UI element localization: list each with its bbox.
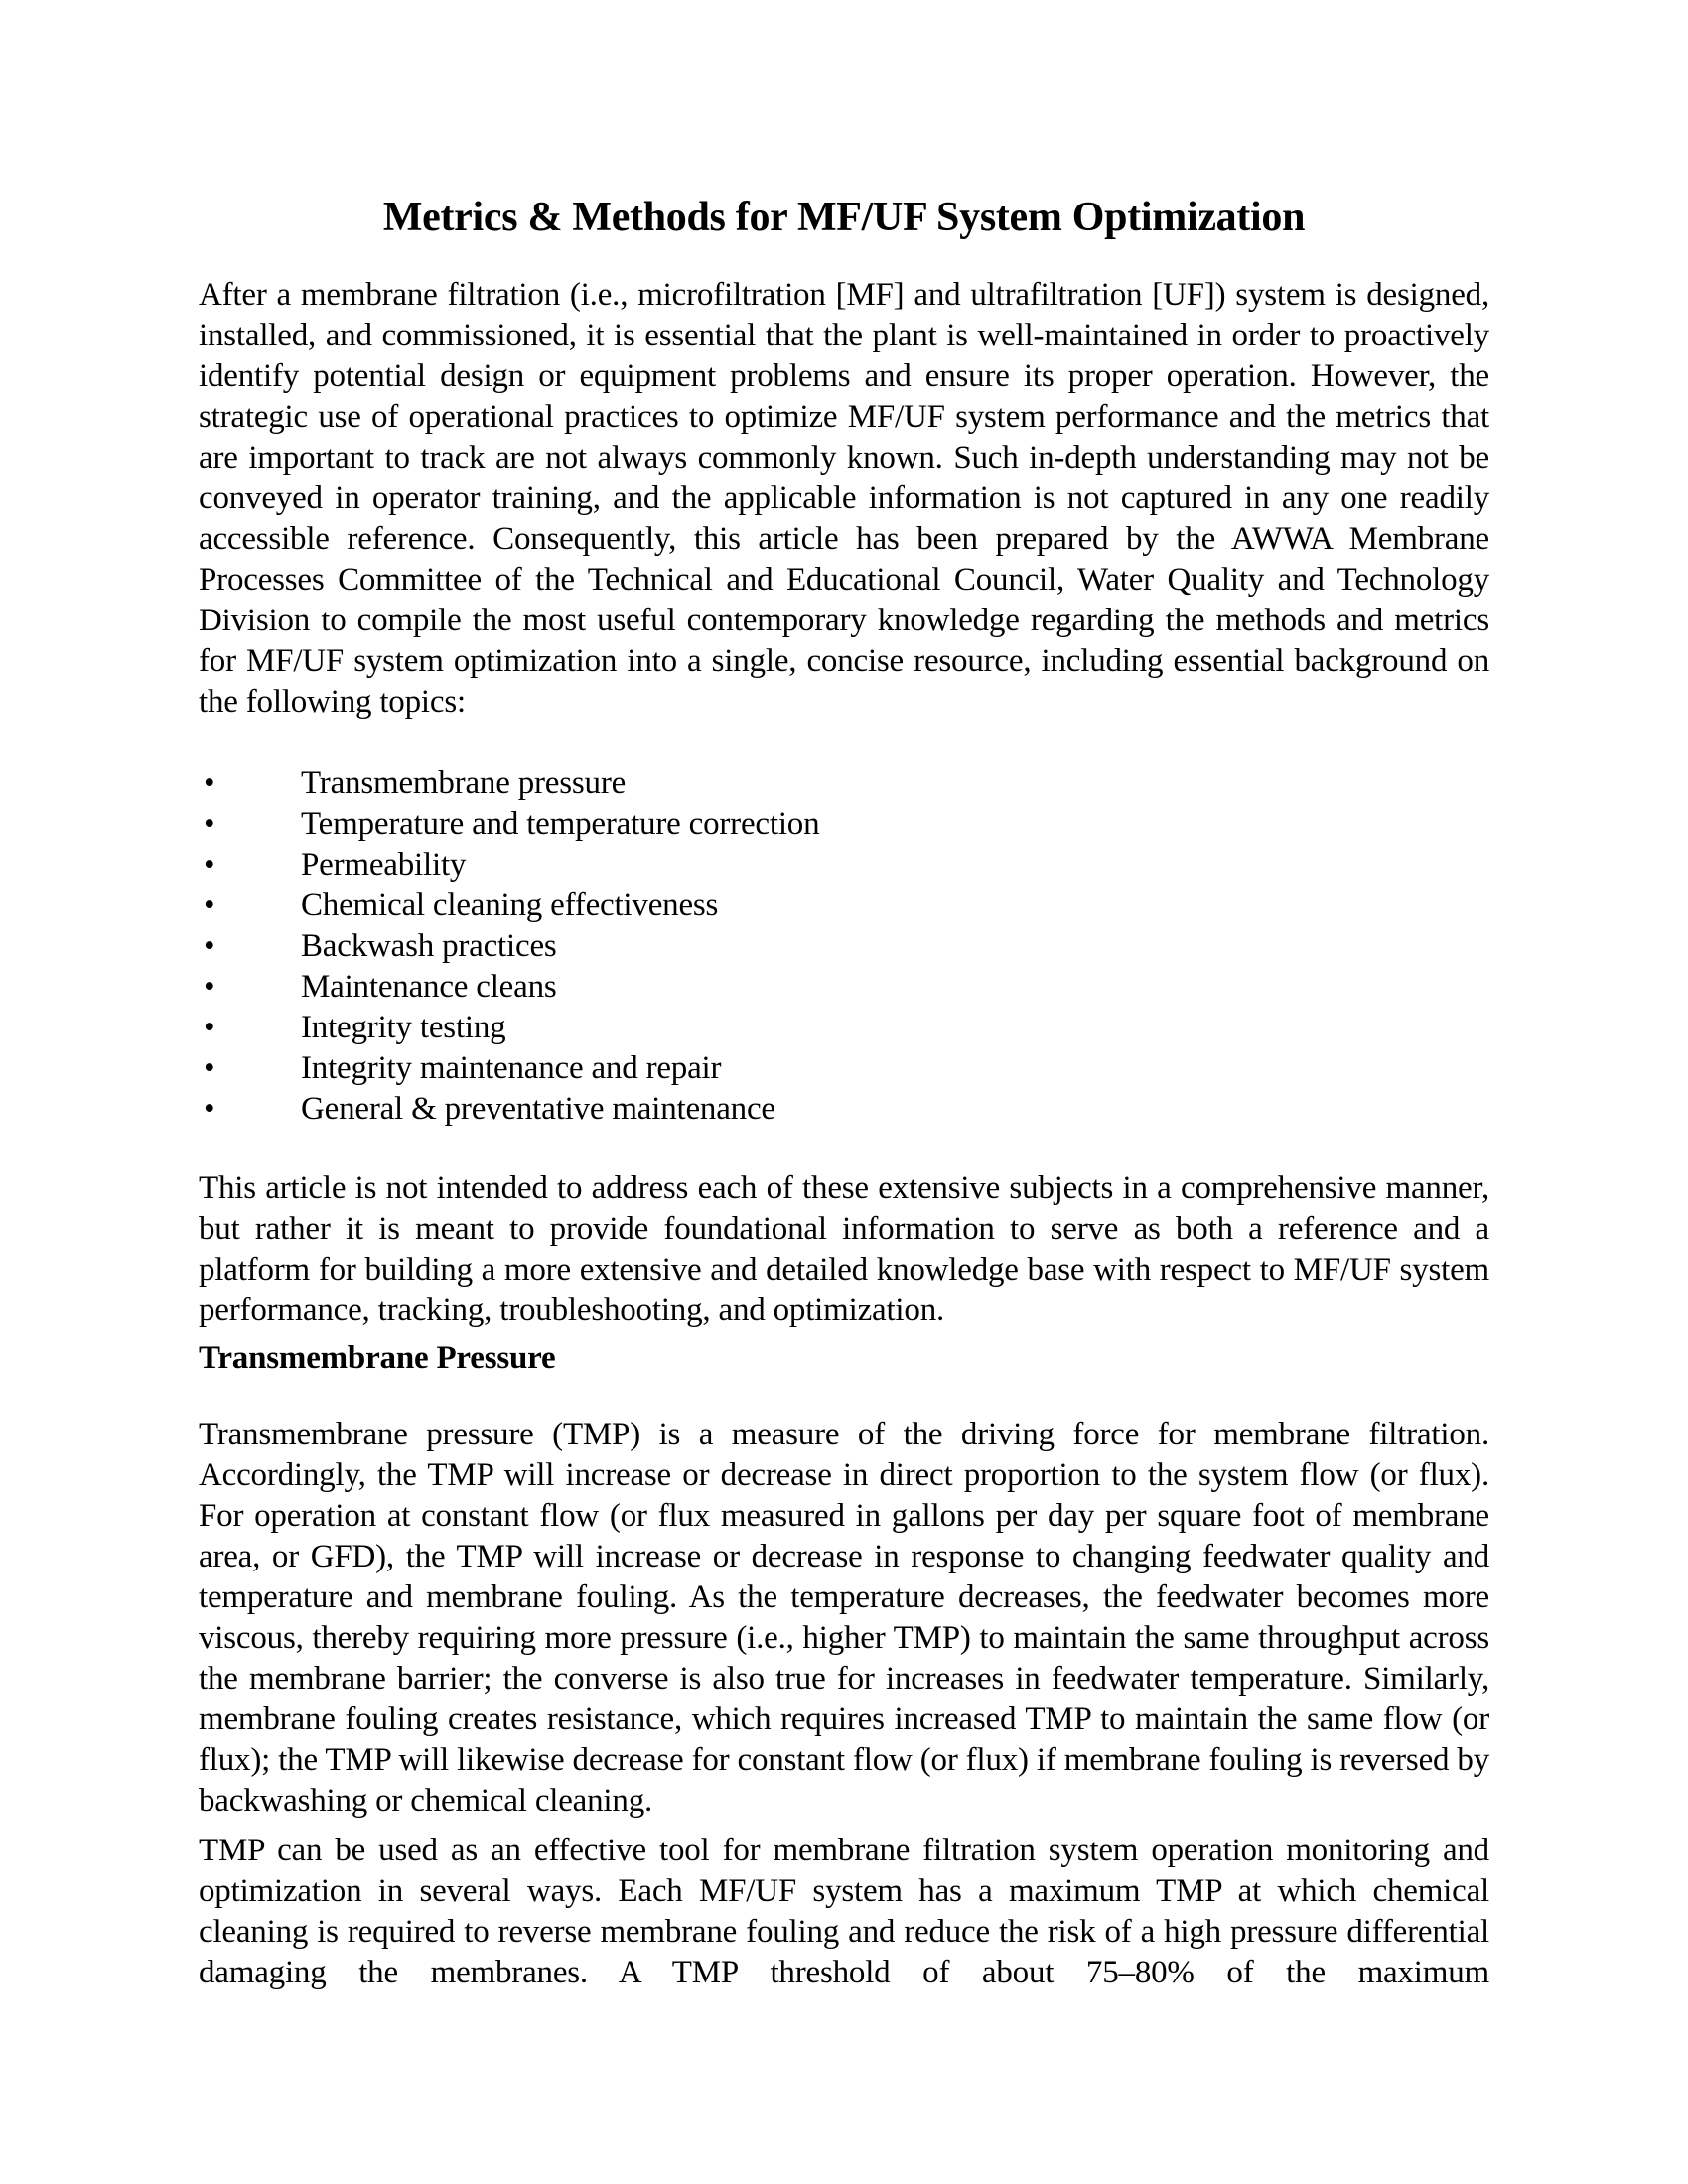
topic-item xyxy=(199,1048,1489,1089)
bullet-icon: • xyxy=(204,847,215,883)
topic-item xyxy=(199,926,1489,967)
topics-list xyxy=(199,763,1489,1130)
bullet-icon: • xyxy=(204,765,215,801)
topic-label: Maintenance cleans xyxy=(301,969,557,1005)
tmp-paragraph-1: Transmembrane pressure (TMP) is a measure of the driving force for membrane filtration. Accordingly, the TMP will increase or decrease in direct proportion to the system flow (or flux). For operation at constant flow (or flux measured in gallons per day per square foot of membrane area, or GFD), the TMP will increase or decrease in response to changing feedwater quality and temperature and membrane fouling. As the temperature decreases, the feedwater becomes more viscous, thereby requiring more pressure (i.e., higher TMP) to maintain the same throughput across the membrane barrier; the converse is also true for increases in feedwater temperature. Similarly, membrane fouling creates resistance, which requires increased TMP to maintain the same flow (or flux); the TMP will likewise decrease for constant flow (or flux) if membrane fouling is reversed by backwashing or chemical cleaning. xyxy=(199,1417,1489,1819)
topic-label: Transmembrane pressure xyxy=(301,765,627,801)
topic-item xyxy=(199,1008,1489,1048)
topic-item xyxy=(199,763,1489,804)
topic-label: Temperature and temperature correction xyxy=(301,806,820,842)
section-heading-transmembrane-pressure: Transmembrane Pressure xyxy=(199,1340,556,1376)
topic-label: General & preventative maintenance xyxy=(301,1091,775,1127)
topic-label: Integrity maintenance and repair xyxy=(301,1050,722,1086)
topic-label: Permeability xyxy=(301,847,467,883)
bullet-icon: • xyxy=(204,1050,215,1086)
topic-item xyxy=(199,804,1489,845)
topic-item xyxy=(199,1089,1489,1130)
topic-item xyxy=(199,967,1489,1008)
topic-label: Integrity testing xyxy=(301,1010,506,1045)
intro-paragraph: After a membrane filtration (i.e., microfiltration [MF] and ultrafiltration [UF]) system is designed, installed, and commissioned, it is essential that the plant is well-maintained in order to proactively identify potential design or equipment problems and ensure its proper operation. However, the strategic use of operational practices to optimize MF/UF system performance and the metrics that are important to track are not always commonly known. Such in-depth understanding may not be conveyed in operator training, and the applicable information is not captured in any one readily accessible reference. Consequently, this article has been prepared by the AWWA Membrane Processes Committee of the Technical and Educational Council, Water Quality and Technology Division to compile the most useful contemporary knowledge regarding the methods and metrics for MF/UF system optimization into a single, concise resource, including essential background on the following topics: xyxy=(199,277,1489,720)
bullet-icon: • xyxy=(204,887,215,923)
topic-item xyxy=(199,845,1489,886)
bullet-icon: • xyxy=(204,969,215,1005)
scope-paragraph: This article is not intended to address each of these extensive subjects in a comprehensive manner, but rather it is meant to provide foundational information to serve as both a reference and a platform for building a more extensive and detailed knowledge base with respect to MF/UF system performance, tracking, troubleshooting, and optimization. xyxy=(199,1170,1489,1328)
bullet-icon: • xyxy=(204,1010,215,1045)
bullet-icon: • xyxy=(204,806,215,842)
topic-label: Backwash practices xyxy=(301,928,557,964)
tmp-paragraph-2: TMP can be used as an effective tool for membrane filtration system operation monitoring and optimization in several ways. Each MF/UF system has a maximum TMP at which chemical cleaning is required to reverse membrane fouling and reduce the risk of a high pressure differential damaging the membranes. A TMP threshold of about 75–80% of the maximum xyxy=(199,1833,1489,1990)
topic-label: Chemical cleaning effectiveness xyxy=(301,887,719,923)
bullet-icon: • xyxy=(204,928,215,964)
topic-item xyxy=(199,886,1489,926)
article-title: Metrics & Methods for MF/UF System Optimization xyxy=(382,195,1306,240)
bullet-icon: • xyxy=(204,1091,215,1127)
